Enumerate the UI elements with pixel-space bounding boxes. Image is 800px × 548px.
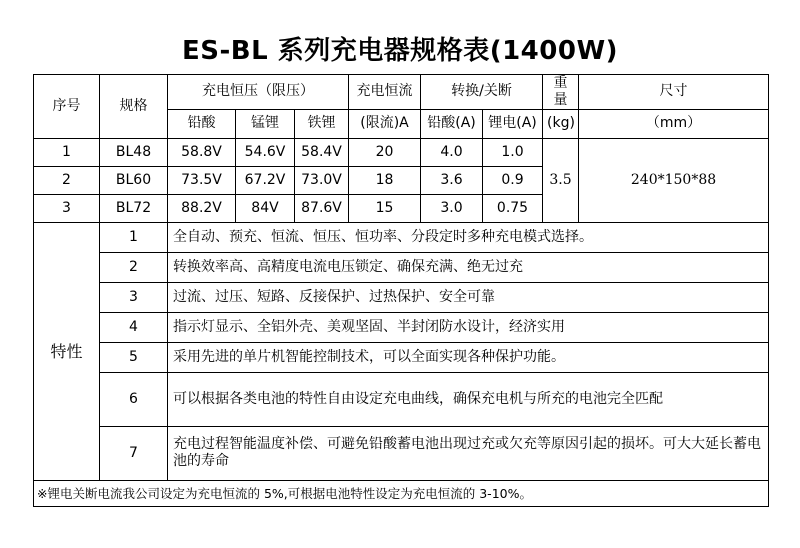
feature-number: 5 — [100, 342, 168, 372]
header-spec: 规格 — [100, 75, 168, 139]
weight-value: 3.5 — [543, 138, 579, 222]
row-spec: BL60 — [100, 166, 168, 194]
feature-number: 7 — [100, 426, 168, 480]
header-manganese-lithium: 锰锂 — [236, 109, 295, 138]
row-spec: BL48 — [100, 138, 168, 166]
header-current-unit: (限流)A — [349, 109, 421, 138]
row-voltage-lead: 88.2V — [168, 194, 236, 222]
spec-table — [33, 74, 769, 507]
feature-text: 采用先进的单片机智能控制技术，可以全面实现各种保护功能。 — [168, 342, 769, 372]
feature-text: 指示灯显示、全铝外壳、美观坚固、半封闭防水设计，经济实用 — [168, 312, 769, 342]
row-voltage-fe: 73.0V — [295, 166, 349, 194]
row-voltage-lead: 73.5V — [168, 166, 236, 194]
feature-row — [34, 342, 769, 372]
feature-row — [34, 372, 769, 426]
row-switch-lithium: 0.75 — [483, 194, 543, 222]
row-seq: 3 — [34, 194, 100, 222]
header-switch-lithium: 锂电(A) — [483, 109, 543, 138]
feature-number: 3 — [100, 282, 168, 312]
feature-text: 过流、过压、短路、反接保护、过热保护、安全可靠 — [168, 282, 769, 312]
features-label: 特性 — [34, 222, 100, 480]
header-switch-lead: 铅酸(A) — [421, 109, 483, 138]
feature-row — [34, 282, 769, 312]
row-seq: 1 — [34, 138, 100, 166]
feature-number: 2 — [100, 252, 168, 282]
row-switch-lithium: 1.0 — [483, 138, 543, 166]
row-spec: BL72 — [100, 194, 168, 222]
feature-row — [34, 312, 769, 342]
row-current: 20 — [349, 138, 421, 166]
feature-text: 全自动、预充、恒流、恒压、恒功率、分段定时多种充电模式选择。 — [168, 222, 769, 252]
header-weight-unit: (kg) — [543, 109, 579, 138]
row-voltage-mn: 54.6V — [236, 138, 295, 166]
row-switch-lithium: 0.9 — [483, 166, 543, 194]
row-voltage-fe: 58.4V — [295, 138, 349, 166]
size-value: 240*150*88 — [579, 138, 769, 222]
table-row — [34, 138, 769, 166]
row-current: 18 — [349, 166, 421, 194]
header-voltage: 充电恒压（限压） — [168, 75, 349, 110]
feature-text: 可以根据各类电池的特性自由设定充电曲线，确保充电机与所充的电池完全匹配 — [168, 372, 769, 426]
row-switch-lead: 4.0 — [421, 138, 483, 166]
row-switch-lead: 3.0 — [421, 194, 483, 222]
row-voltage-mn: 84V — [236, 194, 295, 222]
row-voltage-fe: 87.6V — [295, 194, 349, 222]
row-voltage-lead: 58.8V — [168, 138, 236, 166]
header-current: 充电恒流 — [349, 75, 421, 110]
row-seq: 2 — [34, 166, 100, 194]
footnote: ※锂电关断电流我公司设定为充电恒流的 5%,可根据电池特性设定为充电恒流的 3-10%。 — [34, 480, 769, 506]
header-size: 尺寸 — [579, 75, 769, 110]
feature-text: 转换效率高、高精度电流电压锁定、确保充满、绝无过充 — [168, 252, 769, 282]
row-current: 15 — [349, 194, 421, 222]
page-title: ES-BL 系列充电器规格表(1400W) — [181, 36, 619, 66]
header-lead-acid: 铅酸 — [168, 109, 236, 138]
header-iron-lithium: 铁锂 — [295, 109, 349, 138]
feature-number: 4 — [100, 312, 168, 342]
feature-text: 充电过程智能温度补偿、可避免铅酸蓄电池出现过充或欠充等原因引起的损坏。可大大延长蓄电池的寿命 — [168, 426, 769, 480]
row-voltage-mn: 67.2V — [236, 166, 295, 194]
header-seq: 序号 — [34, 75, 100, 139]
feature-row — [34, 426, 769, 480]
header-size-unit: （mm） — [579, 109, 769, 138]
feature-row — [34, 252, 769, 282]
feature-number: 1 — [100, 222, 168, 252]
feature-row — [34, 222, 769, 252]
header-switch: 转换/关断 — [421, 75, 543, 110]
header-weight: 重量 — [543, 75, 579, 110]
feature-number: 6 — [100, 372, 168, 426]
row-switch-lead: 3.6 — [421, 166, 483, 194]
